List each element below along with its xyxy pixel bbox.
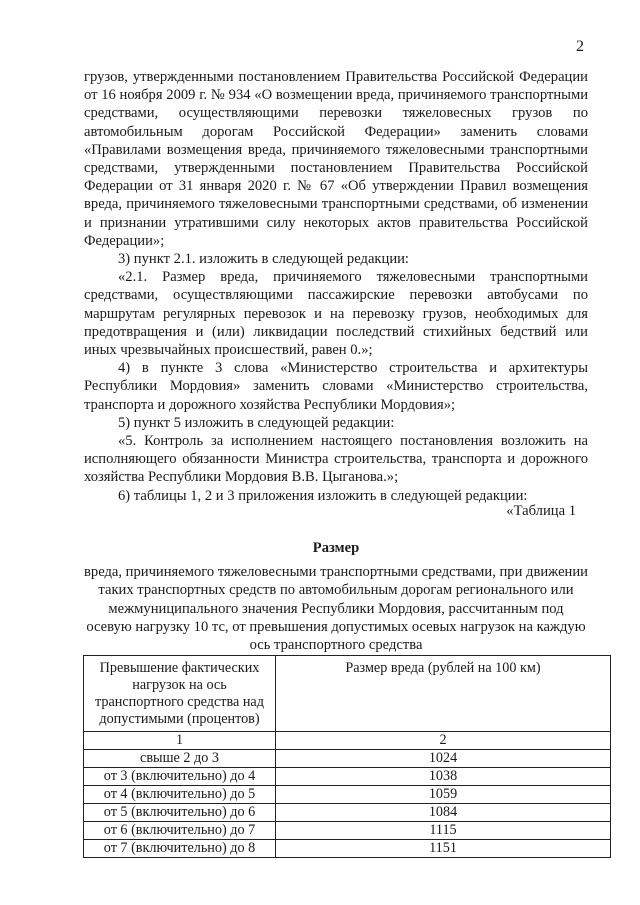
damage-table bbox=[83, 655, 611, 858]
paragraph: 4) в пункте 3 слова «Министерство строительства и архитектуры Республики Мордовия» заменить словами «Министерство строительства, транспорта и дорожного хозяйства Республики Мордовия»; bbox=[84, 360, 588, 413]
damage-cell: 1084 bbox=[276, 804, 611, 822]
overload-cell: от 3 (включительно) до 4 bbox=[84, 768, 276, 786]
damage-cell: 1059 bbox=[276, 786, 611, 804]
table-reference: «Таблица 1 bbox=[506, 503, 576, 519]
overload-cell: от 5 (включительно) до 6 bbox=[84, 804, 276, 822]
table-heading bbox=[84, 539, 588, 654]
header-damage: Размер вреда (рублей на 100 км) bbox=[276, 656, 611, 732]
heading-subtitle: вреда, причиняемого тяжеловесными транспортными средствами, при движении таких транспортных средств по автомобильным дорогам регионального или межмуниципального значения Республики Мордовия, рассчитанным под осевую нагрузку 10 тс, от превышения допустимых осевых нагрузок на каждую ось транспортного средства bbox=[84, 564, 588, 654]
table-row bbox=[84, 840, 611, 858]
damage-cell: 1115 bbox=[276, 822, 611, 840]
table-row bbox=[84, 750, 611, 768]
column-number-row bbox=[84, 732, 611, 750]
table-row bbox=[84, 804, 611, 822]
column-number: 2 bbox=[276, 732, 611, 750]
overload-cell: от 4 (включительно) до 5 bbox=[84, 786, 276, 804]
table-row bbox=[84, 786, 611, 804]
paragraph: 3) пункт 2.1. изложить в следующей редакции: bbox=[118, 251, 409, 268]
table-row bbox=[84, 822, 611, 840]
paragraph: грузов, утвержденными постановлением Правительства Российской Федерации от 16 ноября 2009 г. № 934 «О возмещении вреда, причиняемого транспортными средствами, осуществляющими перевозки тяжеловесных грузов по автомобильным дорогам Российской Федерации» заменить словами «Правилами возмещения вреда, причиняемого тяжеловесными транспортными средствами, утвержденными постановлением Правительства Российской Федерации от 31 января 2020 г. № 67 «Об утверждении Правил возмещения вреда, причиняемого тяжеловесными транспортными средствами, об изменении и признании утратившими силу некоторых актов правительства Российской Федерации»; bbox=[84, 69, 588, 249]
overload-cell: от 7 (включительно) до 8 bbox=[84, 840, 276, 858]
body-text bbox=[84, 68, 588, 505]
column-number: 1 bbox=[84, 732, 276, 750]
damage-cell: 1151 bbox=[276, 840, 611, 858]
page-number: 2 bbox=[576, 38, 584, 55]
table-row bbox=[84, 768, 611, 786]
damage-cell: 1024 bbox=[276, 750, 611, 768]
header-overload: Превышение фактических нагрузок на ось транспортного средства над допустимыми (процентов) bbox=[84, 656, 276, 732]
paragraph: 5) пункт 5 изложить в следующей редакции: bbox=[118, 414, 395, 431]
overload-cell: от 6 (включительно) до 7 bbox=[84, 822, 276, 840]
paragraph: 6) таблицы 1, 2 и 3 приложения изложить в следующей редакции: bbox=[118, 487, 528, 504]
table-header-row bbox=[84, 656, 611, 732]
paragraph: «2.1. Размер вреда, причиняемого тяжеловесными транспортными средствами, осуществляющими пассажирские перевозки автобусами по маршрутам регулярных перевозок и на перевозку грузов, необходимых для предотвращения и (или) ликвидации последствий стихийных бедствий или иных чрезвычайных происшествий, равен 0.»; bbox=[84, 269, 588, 359]
damage-cell: 1038 bbox=[276, 768, 611, 786]
heading-title: Размер bbox=[312, 540, 360, 556]
paragraph: «5. Контроль за исполнением настоящего постановления возложить на исполняющего обязанности Министра строительства, транспорта и дорожного хозяйства Республики Мордовия В.В. Цыганова.»; bbox=[84, 433, 588, 486]
overload-cell: свыше 2 до 3 bbox=[84, 750, 276, 768]
